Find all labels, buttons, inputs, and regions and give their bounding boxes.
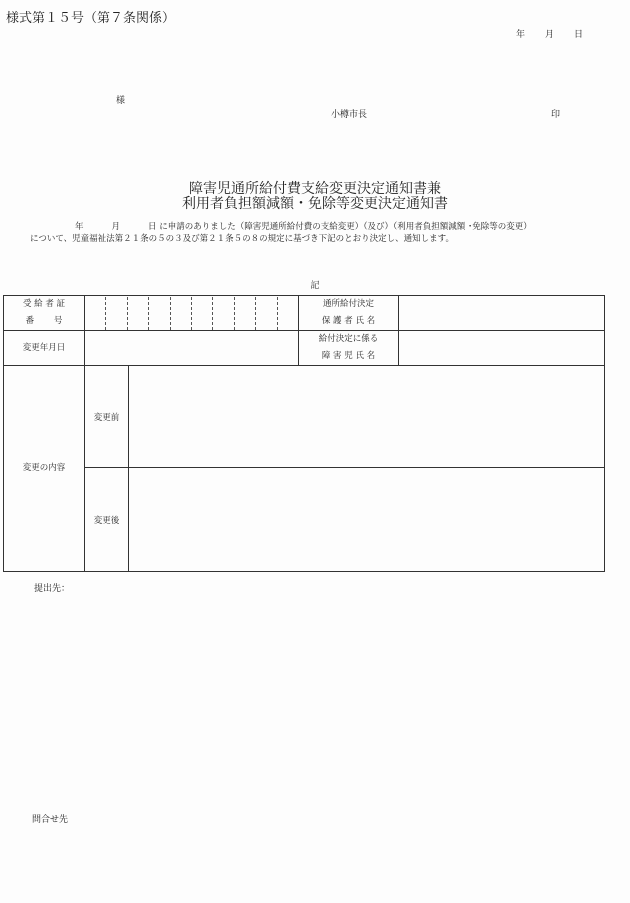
change-after-row (4, 468, 605, 572)
recipient-number-digit-boxes (85, 297, 298, 330)
body-day-text: 日 に申請のありました（障害児通所給付費の支給変更）（及び）（利用者負担額減額 ･免除等の変更） (148, 222, 532, 232)
before-change-field[interactable] (129, 366, 605, 468)
change-details-table (3, 295, 605, 572)
before-change-label: 変更前 (85, 366, 129, 468)
addressee-honorific: 様 (116, 96, 126, 106)
document-title-line1: 障害児通所給付費支給変更決定通知書兼 (189, 181, 441, 197)
body-year: 年 (75, 222, 84, 232)
child-name-label: 給付決定に係る 障 害 児 氏 名 (299, 331, 399, 366)
notice-body-line1 (30, 221, 532, 233)
change-date-row (4, 331, 605, 366)
change-date-label: 変更年月日 (4, 331, 85, 366)
guardian-name-field[interactable] (399, 296, 605, 331)
recipient-number-label: 受 給 者 証 番 号 (4, 296, 85, 331)
issuer-name: 小樽市長 (331, 110, 368, 120)
date-year-label: 年 (516, 30, 526, 40)
date-day-label: 日 (574, 30, 584, 40)
date-month-label: 月 (545, 30, 555, 40)
submit-to-label: 提出先： (34, 584, 71, 594)
notice-body (30, 221, 532, 245)
seal-mark: 印 (551, 110, 561, 120)
child-name-field[interactable] (399, 331, 605, 366)
body-month: 月 (111, 222, 121, 232)
after-change-field[interactable] (129, 468, 605, 572)
issue-date (516, 27, 583, 40)
recipient-number-field[interactable] (85, 296, 299, 331)
recipient-row (4, 296, 605, 331)
change-date-field[interactable] (85, 331, 299, 366)
guardian-name-label: 通所給付決定 保 護 者 氏 名 (299, 296, 399, 331)
after-change-label: 変更後 (85, 468, 129, 572)
document-title-line2: 利用者負担額減額・免除等変更決定通知書 (182, 196, 448, 212)
change-content-label: 変更の内容 (4, 366, 85, 572)
form-number: 様式第１５号（第７条関係） (6, 11, 176, 26)
ki-heading: 記 (310, 281, 320, 291)
notice-body-line2: について、児童福祉法第２１条の５の３及び第２１条５の８の規定に基づき下記のとおり決定し、通知します。 (30, 234, 454, 244)
inquiry-label: 問合せ先 (32, 815, 69, 825)
change-before-row (4, 366, 605, 468)
